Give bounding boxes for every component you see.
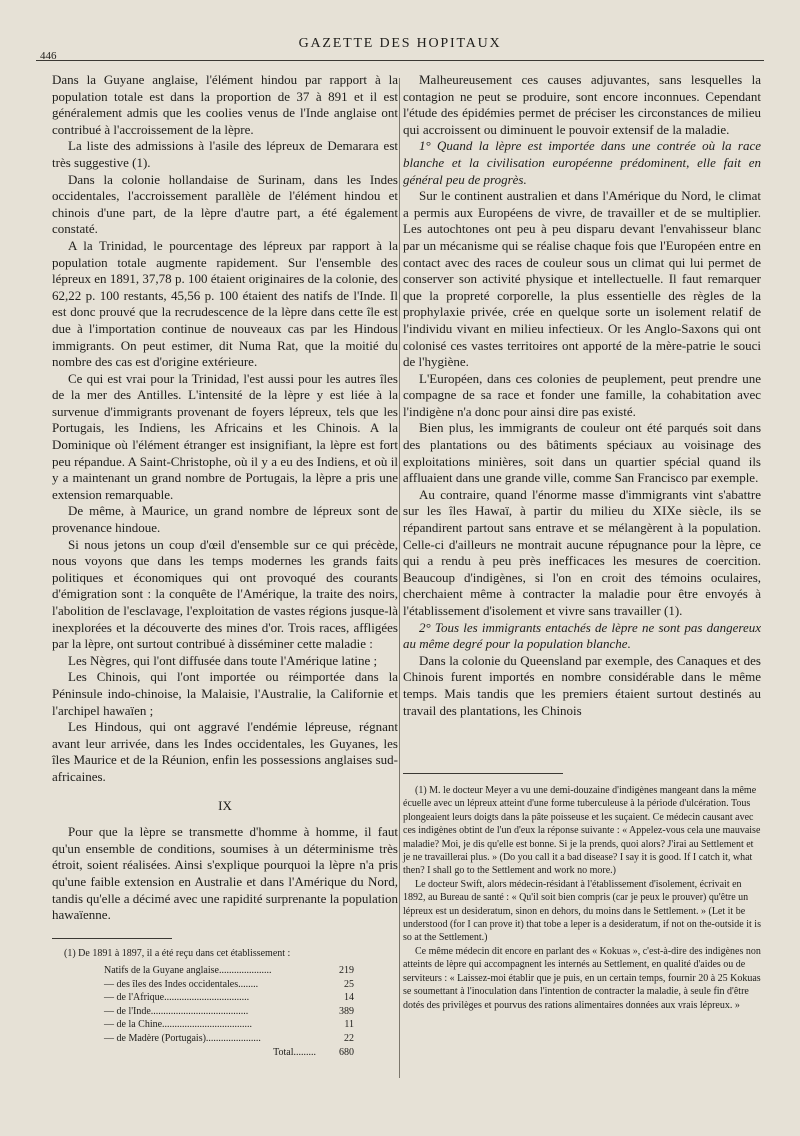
table-row: [104, 991, 354, 1005]
table-row: [104, 978, 354, 992]
paragraph: Bien plus, les immigrants de couleur ont été parqués soit dans des plantations ou des bâtiments spéciaux au voisinage des exploitations minières, soit dans un quartier spécial quand ils affluaient dans une grande ville, comme San Francisco par exemple.: [403, 420, 761, 486]
table-row: [104, 1018, 354, 1032]
paragraph: Dans la Guyane anglaise, l'élément hindou par rapport à la population totale est dans la proportion de 37 à 891 et il est généralement admis que les coolies venus de l'Inde anglaise ont contribué à l'accroissement de la lèpre.: [52, 72, 398, 137]
total-label: Total.........: [273, 1046, 316, 1058]
row-label: — de l'Afrique..................................: [104, 992, 250, 1004]
paragraph: Au contraire, quand l'énorme masse d'immigrants vint s'abattre sur les îles Hawaï, à partir du milieu du XIXe siècle, ils se répandirent partout sans entrave et se mélangèrent à la population. Celle-ci d'ailleurs ne montrait aucune répugnance pour la lèpre, ce qui a rendu à peu près inefficaces les mesures de coercition. Beaucoup d'indigènes, si l'on en croit des témoins oculaires, cherchaient même à contracter la maladie pour être envoyés à l'établissement d'isolement et vivre sans travailler (1).: [403, 486, 761, 618]
paragraph: Malheureusement ces causes adjuvantes, sans lesquelles la contagion ne peut se produire, sont encore inconnues. Cependant l'étude des épidémies permet de préciser les circonstances de milieu qui accroissent ou diminuent le pouvoir extensif de la maladie.: [403, 72, 761, 137]
footnote-rule: [403, 773, 563, 774]
row-label: Natifs de la Guyane anglaise.....................: [104, 965, 272, 977]
paragraph: 1° Quand la lèpre est importée dans une contrée où la race blanche et la civilisation européenne prédominent, elle fait en général peu de progrès.: [403, 138, 761, 187]
footnote: [403, 784, 761, 1012]
row-label: — de la Chine....................................: [104, 1019, 253, 1031]
column-divider: [399, 78, 400, 1078]
paragraph: Les Chinois, qui l'ont importée ou réimportée dans la Péninsule indo-chinoise, la Malaisie, l'Australie, la Californie et l'archipel hawaïen ;: [52, 669, 398, 718]
paragraph: L'Européen, dans ces colonies de peuplement, peut prendre une compagne de sa race et fonder une famille, la cohabitation avec l'indigène n'a donc pour ainsi dire pas existé.: [403, 370, 761, 419]
row-label: — de Madère (Portugais)......................: [104, 1033, 261, 1045]
footnote-paragraph: (1) M. le docteur Meyer a vu une demi-douzaine d'indigènes mangeant dans la même écuelle avec un lépreux atteint d'une forme tuberculeuse à la période d'ulcération. Tous plongeaient leurs doigts dans la pâte poisseuse et les suçaient. Ce médecin causant avec ces indigènes obtint de l'un d'eux la réponse suivante : « Appelez-vous cela une mauvaise maladie? Moi, je dis qu'elle est bonne. Si je la prends, quoi alors? J'irai au Settlement et je ne travaillerai plus. » (Do you call it a bad disease? I say it is good. If I catch it, what then? I shall go to the Settlement and work no more.): [403, 785, 761, 877]
paragraph: Si nous jetons un coup d'œil d'ensemble sur ce qui précède, nous voyons que dans les temps modernes les grands faits politiques et économiques qui ont provoqué des courants d'émigration sont : la conquête de l'Amérique, la traite des noirs, l'abolition de l'esclavage, l'exploitation de vastes régions jusque-là inexplorées et la découverte des mines d'or. Trois races, affligées par la lèpre, ont surtout contribué à disséminer cette maladie :: [52, 536, 398, 652]
table-row: [104, 1032, 354, 1046]
running-title: GAZETTE DES HOPITAUX: [298, 36, 502, 51]
paragraph: 2° Tous les immigrants entachés de lèpre ne sont pas dangereux au même degré pour la population blanche.: [403, 619, 761, 652]
footnote-rule: [52, 938, 172, 939]
section-numeral: IX: [218, 797, 232, 813]
right-column: [403, 72, 761, 719]
row-label: — de l'Inde.......................................: [104, 1005, 249, 1017]
paragraph: De même, à Maurice, un grand nombre de lépreux sont de provenance hindoue.: [52, 503, 398, 536]
table-row: [104, 964, 354, 978]
paragraph: A la Trinidad, le pourcentage des lépreux par rapport à la population totale augmente rapidement. Sur l'ensemble des lépreux en 1891, 37,78 p. 100 étaient originaires de la colonie, des 62,22 p. 100 restants, 45,56 p. 100 étaient des natifs de l'Inde. Il est donc prouvé que la recrudescence de la lèpre dans cette île est due à l'importation continue de nouveaux cas par les Hindous immigrants. On peut estimer, dit Numa Rat, que la moitié du nombre des cas est d'origine extérieure.: [52, 237, 398, 370]
row-value: 389: [339, 1005, 354, 1017]
row-value: 219: [339, 965, 354, 977]
admissions-table: [104, 964, 354, 1059]
left-column: [52, 72, 398, 1059]
right-footnotes: [403, 773, 761, 1012]
row-value: 25: [344, 978, 354, 990]
paragraph: Sur le continent australien et dans l'Amérique du Nord, le climat a permis aux Européens de vivre, de travailler et de se multiplier. Les autochtones ont peu à peu disparu devant l'envahisseur blanc par un mécanisme qui se réalise chaque fois que l'Européen entre en contact avec des races de couleur sous un climat qui lui permet de conserver son activité physique et intellectuelle. Il faut remarquer que la propreté corporelle, la plus essentielle des règles de la prophylaxie privée, crée en quelque sorte un isolement relatif de l'individu vivant en milieu infectieux. Or les Anglo-Saxons qui ont colonisé ces vastes territoires ont apporté de la mère-patrie le souci de l'hygiène.: [403, 188, 761, 370]
footnote-paragraph: Ce même médecin dit encore en parlant des « Kokuas », c'est-à-dire des indigènes non atteints de lèpre qui accompagnent les internés au Settlement, en qualité d'aides ou de serviteurs : « Laissez-moi établir que je puis, en un certain temps, fournir 20 à 25 Kokuas se soumettant à l'inoculation dans l'intention de contracter la maladie, à seule fin d'être dotés des privilèges et pourvus des rations alimentaires données aux vrais lépreux. »: [403, 945, 761, 1011]
footnote: [52, 947, 398, 960]
row-value: 11: [344, 1019, 354, 1031]
table-row: [104, 1005, 354, 1019]
paragraph: Les Hindous, qui ont aggravé l'endémie lépreuse, régnant avant leur arrivée, dans les Indes occidentales, les Guyanes, les îles Maurice et de la Réunion, enfin les possessions anglaises sud-africaines.: [52, 719, 398, 784]
paragraph: Ce qui est vrai pour la Trinidad, l'est aussi pour les autres îles de la mer des Antilles. L'intensité de la lèpre y est liée à la survenue d'immigrants provenant de foyers lépreux, tels que les Portugais, les Indiens, les Africains et les Chinois. A la Dominique où l'élément étranger est insignifiant, la lèpre est fort peu répandue. A Saint-Christophe, où il y a eu des Indiens, et où il y a maintenant un grand nombre de Portugais, la lèpre a pris une extension remarquable.: [52, 370, 398, 502]
row-value: 22: [344, 1033, 354, 1045]
row-value: 14: [344, 992, 354, 1004]
paragraph: Dans la colonie hollandaise de Surinam, dans les Indes occidentales, l'accroissement parallèle de l'élément hindou et chinois d'une part, de la lèpre d'autre part, a été également constaté.: [52, 171, 398, 237]
paragraph: Dans la colonie du Queensland par exemple, des Canaques et des Chinois furent importés en nombre considérable dans le même temps. Mais tandis que les premiers étaient surtout destinés au travail des plantations, les Chinois: [403, 652, 761, 718]
total-value: 680: [339, 1046, 354, 1058]
paragraph: Les Nègres, qui l'ont diffusée dans toute l'Amérique latine ;: [68, 652, 378, 668]
footnote-intro: (1) De 1891 à 1897, il a été reçu dans cet établissement :: [64, 947, 291, 959]
footnote-paragraph: Le docteur Swift, alors médecin-résidant à l'établissement d'isolement, écrivait en 1892, au Bureau de santé : « Qu'il soit bien compris (car je peux le prouver) qu'être un lépreux est un desideratum, sinon en dehors, du moins dans le Settlement. » (Let it be understood (for I can prove it) that tobe a leper is a desideratum, if not on the-outside it is so at the Settlement.): [403, 878, 761, 944]
page-number: 446: [40, 50, 57, 62]
table-total-row: [104, 1046, 354, 1060]
row-label: — des îles des Indes occidentales........: [104, 978, 259, 990]
paragraph: Pour que la lèpre se transmette d'homme à homme, il faut qu'un ensemble de conditions, soumises à un déterminisme très étroit, soient réalisées. Ainsi s'explique pourquoi la lèpre n'a pris qu'une faible extension en Australie et dans l'Amérique du Nord, tandis qu'elle a décimé avec une rapidité surprenante la population hawaïenne.: [52, 824, 398, 923]
paragraph: La liste des admissions à l'asile des lépreux de Demarara est très suggestive (1).: [52, 138, 398, 170]
header-rule: [36, 60, 764, 61]
